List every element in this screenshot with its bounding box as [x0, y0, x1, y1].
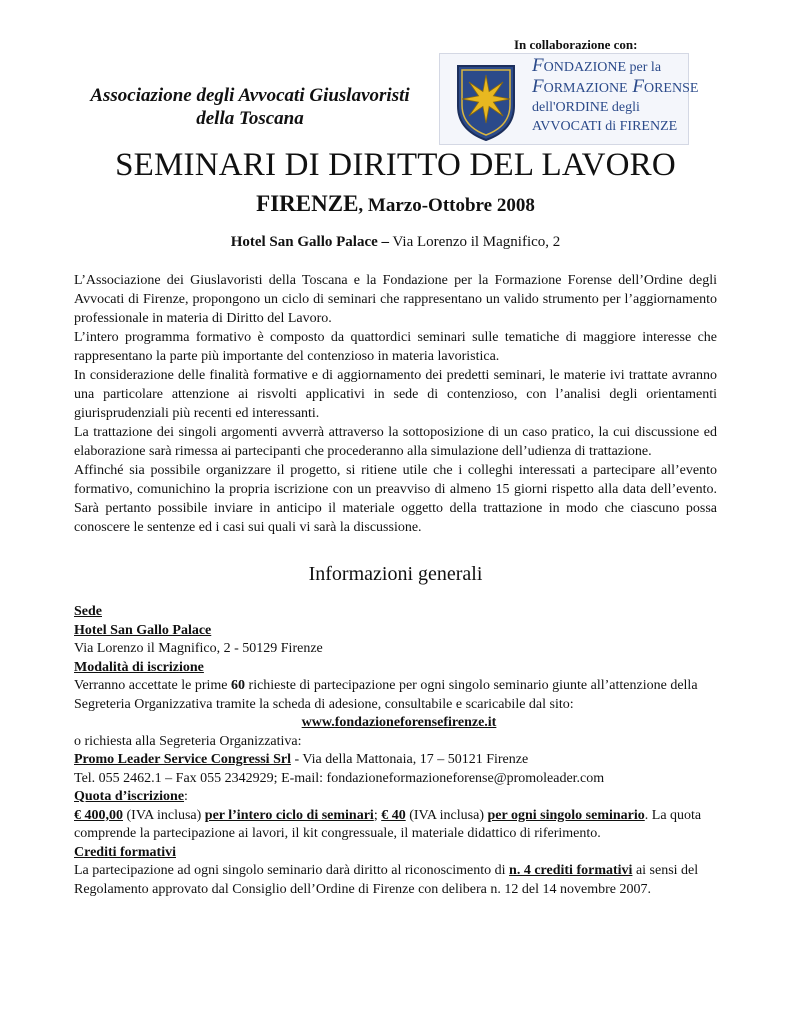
compass-star-icon — [462, 75, 510, 123]
price-full: € 400,00 — [74, 807, 123, 823]
crediti-label: Crediti formativi — [74, 844, 176, 860]
quota-text: € 400,00 (IVA inclusa) per l’intero ciclo di seminari; € 40 (IVA inclusa) per ogni singolo seminario. La quota comprende la partecipazione ai lavori, il kit congressuale, il materiale didattico di riferimento. — [74, 807, 702, 841]
iscrizione-text: Verranno accettate le prime 60 richieste di partecipazione per ogni singolo seminario giunte all’attenzione della Segreteria Organizzativa tramite la scheda di adesione, consultabile e scaricabile dal sito: — [74, 678, 698, 712]
foundation-logo — [439, 53, 699, 145]
association-line-1: Associazione degli Avvocati Giuslavoristi — [90, 85, 410, 106]
page-title: SEMINARI DI DIRITTO DEL LAVORO — [115, 147, 676, 183]
page-subtitle — [0, 191, 791, 217]
foundation-logo-text — [532, 56, 698, 136]
intro-paragraph: In considerazione delle finalità formative e di aggiornamento dei predetti seminari, le materie ivi trattate avranno una particolare attenzione ai risvolti applicativi in sede di contenzioso, con l’analisi degli orientamenti giurisprudenziali più recenti ed interessanti. — [74, 368, 717, 421]
segreteria-intro: o richiesta alla Segreteria Organizzativa: — [74, 733, 302, 749]
intro-paragraph: Affinché sia possibile organizzare il progetto, si ritiene utile che i colleghi interessati a partecipare all’evento formativo, comunichino la propria iscrizione con un preavviso di almeno 15 giorni rispetto alla data dell’evento. Sarà pertanto possibile inviare in anticipo il materiale oggetto della trattazione in modo che ciascuno possa conoscere le sentenze ed i casi sui quali vi sarà la discussione. — [74, 463, 717, 535]
collaboration-note: In collaborazione con: — [514, 37, 638, 52]
price-single: € 40 — [381, 807, 406, 823]
full-cycle-label: per l’intero ciclo di seminari — [204, 807, 374, 823]
intro-paragraph: La trattazione dei singoli argomenti avverrà attraverso la sottoposizione di un caso pratico, la cui discussione ed elaborazione sarà rimessa ai partecipanti che procederanno alla simulazione dell’udienza di trattazione. — [74, 425, 717, 459]
company-line: Promo Leader Service Congressi Srl - Via della Mattonaia, 17 – 50121 Firenze — [74, 752, 529, 767]
subtitle-dates: , Marzo-Ottobre 2008 — [358, 195, 535, 216]
iscrizione-label: Modalità di iscrizione — [74, 659, 204, 675]
company-name: Promo Leader Service Congressi Srl — [74, 752, 291, 767]
max-participants: 60 — [231, 678, 246, 693]
single-seminar-label: per ogni singolo seminario — [487, 807, 645, 823]
venue-name: Hotel San Gallo Palace – — [230, 234, 390, 250]
logo-line-2: FORMAZIONE FORENSE — [532, 76, 699, 97]
credits-count: n. 4 crediti formativi — [509, 863, 633, 878]
intro-text — [74, 271, 717, 537]
quota-label-line: Quota d’iscrizione: — [74, 789, 188, 804]
intro-paragraph: L’Associazione dei Giuslavoristi della Toscana e la Fondazione per la Formazione Forense dell’Ordine degli Avvocati di Firenze, propongono un ciclo di seminari che rappresentano un valido strumento per l’aggiornamento professionale in materia di Diritto del Lavoro. — [74, 273, 717, 326]
sede-label: Sede — [74, 604, 102, 619]
sede-name: Hotel San Gallo Palace — [74, 622, 212, 638]
website-link[interactable]: www.fondazioneforensefirenze.it — [301, 715, 497, 730]
intro-paragraph: L’intero programma formativo è composto da quattordici seminari sulle tematiche di maggiore interesse che rappresentano la parte più importante del contenzioso in materia lavoristica. — [74, 330, 717, 364]
association-name — [60, 84, 440, 130]
sede-address: Via Lorenzo il Magnifico, 2 - 50129 Firenze — [74, 641, 323, 656]
logo-line-3: dell'ORDINE degli — [532, 100, 640, 115]
general-info — [74, 603, 724, 899]
logo-line-4: AVVOCATI di FIRENZE — [532, 119, 678, 134]
subtitle-city: FIRENZE — [256, 191, 359, 216]
contacts-line: Tel. 055 2462.1 – Fax 055 2342929; E-mail: fondazioneformazioneforense@promoleader.com — [74, 770, 605, 786]
logo-line-1: FONDAZIONE per la — [532, 55, 662, 76]
association-line-2: della Toscana — [196, 108, 304, 129]
venue-line — [0, 234, 791, 251]
crediti-text: La partecipazione ad ogni singolo seminario darà diritto al riconoscimento di n. 4 crediti formativi ai sensi del Regolamento approvato dal Consiglio dell’Ordine di Firenze con delibera n. 12 del 14 novembre 2007. — [74, 863, 699, 897]
venue-address: Via Lorenzo il Magnifico, 2 — [389, 234, 561, 250]
shield-star-icon — [440, 54, 532, 146]
info-heading: Informazioni generali — [308, 563, 483, 585]
quota-label: Quota d’iscrizione — [74, 789, 185, 804]
